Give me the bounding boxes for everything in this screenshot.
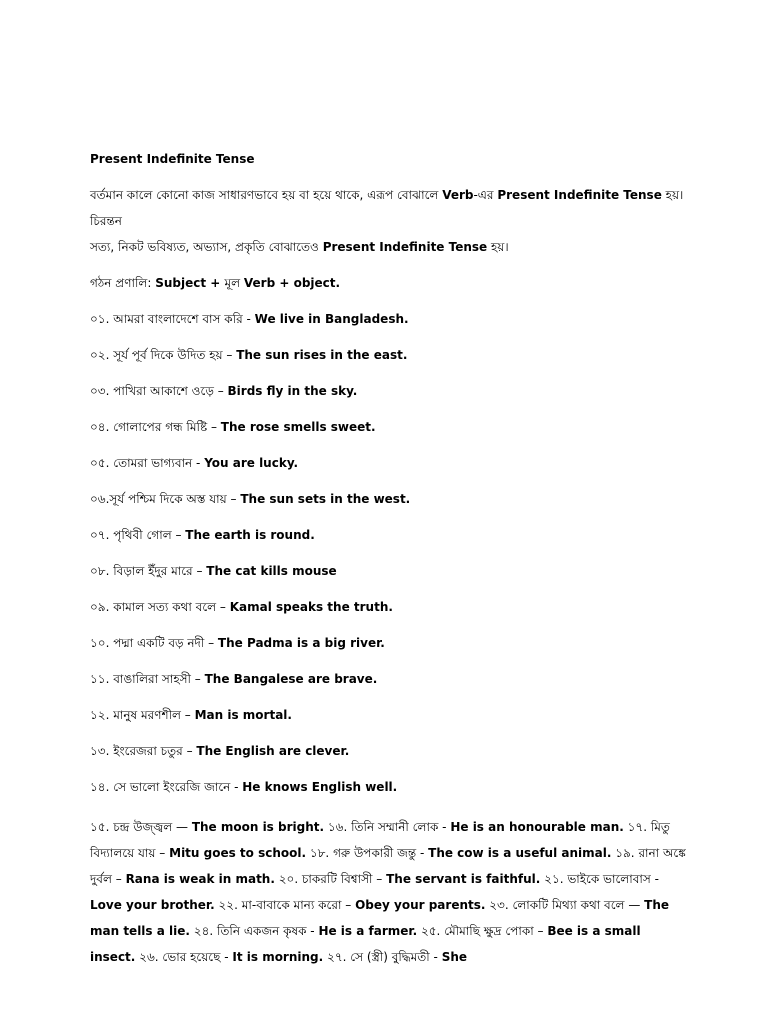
example-item: [90, 526, 688, 544]
intro-line: [90, 234, 688, 260]
example-bengali: ০২. সূর্য পূর্ব দিকে উদিত হয় –: [90, 348, 237, 362]
example-english: The Bangalese are brave.: [204, 672, 378, 686]
example-item: [90, 742, 688, 760]
para-english: The man tells a lie.: [90, 898, 670, 938]
example-bengali: ০৭. পৃথিবী গোল –: [90, 528, 186, 542]
example-bengali: ০৫. তোমরা ভাগ্যবান -: [90, 456, 205, 470]
example-item: [90, 382, 688, 400]
para-bengali: ২১. ভাইকে ভালোবাস -: [540, 872, 659, 886]
intro-line: [90, 182, 688, 234]
example-english: We live in Bangladesh.: [254, 312, 409, 326]
example-bengali: ১১. বাঙালিরা সাহসী –: [90, 672, 205, 686]
example-item: [90, 490, 688, 508]
para-english: Obey your parents.: [355, 898, 486, 912]
formula-text: মূল: [224, 276, 244, 290]
example-english: The rose smells sweet.: [220, 420, 376, 434]
example-english: The earth is round.: [185, 528, 315, 542]
example-bengali: ১০. পদ্মা একটি বড় নদী –: [90, 636, 218, 650]
example-english: He knows English well.: [242, 780, 398, 794]
para-bengali: ১৮. গরু উপকারী জন্তু -: [306, 846, 429, 860]
para-english: It is morning.: [232, 950, 324, 964]
example-item: [90, 454, 688, 472]
example-english: The sun rises in the east.: [236, 348, 408, 362]
example-list: [90, 310, 688, 796]
intro-text: -এর: [473, 188, 498, 202]
example-bengali: ০৬.সূর্য পশ্চিম দিকে অস্ত যায় –: [90, 492, 241, 506]
example-english: The Padma is a big river.: [217, 636, 385, 650]
example-item: [90, 706, 688, 724]
example-english: The cat kills mouse: [206, 564, 337, 578]
intro-text: হয়। চিরন্তন: [90, 188, 684, 228]
para-bengali: ২০. চাকরটি বিশ্বাসী –: [274, 872, 387, 886]
example-item: [90, 598, 688, 616]
example-bengali: ১২. মানুষ মরণশীল –: [90, 708, 195, 722]
example-item: [90, 310, 688, 328]
example-english: Kamal speaks the truth.: [229, 600, 393, 614]
para-english: Mitu goes to school.: [169, 846, 307, 860]
para-bengali: ২৬. ভোর হয়েছে -: [135, 950, 233, 964]
example-bengali: ১৩. ইংরেজরা চতুর –: [90, 744, 197, 758]
para-english: The cow is a useful animal.: [428, 846, 612, 860]
example-item: [90, 346, 688, 364]
para-bengali: ১৬. তিনি সম্মানী লোক -: [324, 820, 451, 834]
para-english: Love your brother.: [90, 898, 215, 912]
example-item: [90, 562, 688, 580]
example-item: [90, 418, 688, 436]
para-english: She: [441, 950, 468, 964]
para-english: Rana is weak in math.: [125, 872, 275, 886]
example-paragraph: [90, 814, 688, 970]
para-english: He is a farmer.: [318, 924, 418, 938]
intro-text: সত্য, নিকট ভবিষ্যত, অভ্যাস, প্রকৃতি বোঝাতেও: [90, 240, 323, 254]
para-english: He is an honourable man.: [450, 820, 624, 834]
example-english: Man is mortal.: [194, 708, 292, 722]
example-bengali: ০৪. গোলাপের গন্ধ মিষ্টি –: [90, 420, 221, 434]
para-english: Bee is a small insect.: [90, 924, 641, 964]
formula-term: Verb + object.: [243, 276, 341, 290]
example-english: The sun sets in the west.: [240, 492, 411, 506]
example-english: You are lucky.: [204, 456, 299, 470]
para-bengali: ১৯. রানা অঙ্কে দুর্বল –: [90, 846, 686, 886]
formula-label: গঠন প্রণালি:: [90, 276, 156, 290]
formula-line: [90, 274, 688, 292]
para-english: The moon is bright.: [191, 820, 325, 834]
page-title: Present Indefinite Tense: [90, 152, 255, 166]
example-bengali: ১৪. সে ভালো ইংরেজি জানে -: [90, 780, 243, 794]
intro-term: Verb: [442, 188, 474, 202]
para-bengali: ১৭. মিতু বিদ্যালয়ে যায় –: [90, 820, 670, 860]
para-bengali: ২২. মা-বাবাকে মান্য করো –: [214, 898, 356, 912]
intro-text: বর্তমান কালে কোনো কাজ সাধারণভাবে হয় বা হয়ে থাকে, এরূপ বোঝালে: [90, 188, 443, 202]
para-bengali: ২৫. মৌমাছি ক্ষুদ্র পোকা –: [417, 924, 548, 938]
example-english: Birds fly in the sky.: [227, 384, 358, 398]
example-item: [90, 634, 688, 652]
example-item: [90, 670, 688, 688]
intro-paragraph: [90, 182, 688, 260]
intro-text: হয়।: [487, 240, 509, 254]
formula-term: Subject +: [155, 276, 225, 290]
para-bengali: ২৩. লোকটি মিথ্যা কথা বলে —: [485, 898, 645, 912]
para-english: The servant is faithful.: [386, 872, 541, 886]
example-english: The English are clever.: [196, 744, 350, 758]
example-bengali: ০৩. পাখিরা আকাশে ওড়ে –: [90, 384, 228, 398]
para-bengali: ২৭. সে (স্ত্রী) বুদ্ধিমতী -: [323, 950, 442, 964]
intro-term: Present Indefinite Tense: [322, 240, 488, 254]
example-item: [90, 778, 688, 796]
example-bengali: ০১. আমরা বাংলাদেশে বাস করি -: [90, 312, 255, 326]
para-bengali: ২৪. তিনি একজন কৃষক -: [189, 924, 319, 938]
example-bengali: ০৯. কামাল সত্য কথা বলে –: [90, 600, 230, 614]
intro-term: Present Indefinite Tense: [497, 188, 662, 202]
para-bengali: ১৫. চন্দ্র উজ্জ্বল —: [90, 820, 192, 834]
example-bengali: ০৮. বিড়াল ইঁদুর মারে –: [90, 564, 207, 578]
